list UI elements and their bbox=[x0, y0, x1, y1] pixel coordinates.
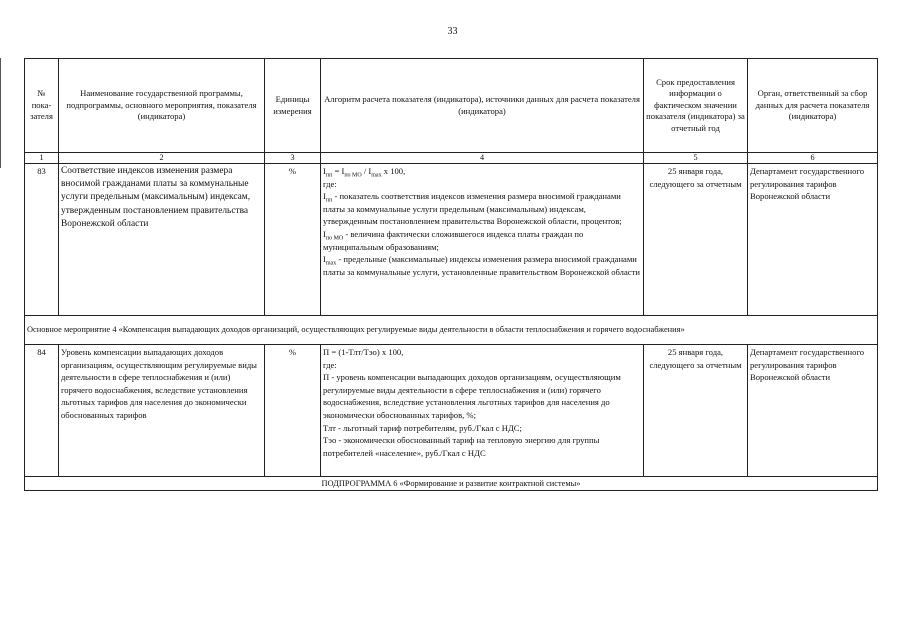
definition-line: $I_{по МО}$ - величина фактически сложившегося индекса платы граждан по муниципальным образованиям; bbox=[323, 228, 584, 252]
definition-line: П - уровень компенсации выпадающих доходов организациям, осуществляющим регулируемые виды деятельности в сфере теплоснабжения и (или) горячего водоснабжения, вследствие установления льготных тарифов для населения до экономически обоснованных тарифов, %; bbox=[323, 372, 621, 420]
unit: % bbox=[265, 164, 321, 316]
column-number: 4 bbox=[321, 153, 644, 164]
row-number: 83 bbox=[25, 164, 59, 316]
header-name: Наименование государственной программы, подпрограммы, основного мероприятия, показателя (индикатора) bbox=[59, 59, 265, 153]
subprogram-title: ПОДПРОГРАММА 6 «Формирование и развитие контрактной системы» bbox=[25, 477, 878, 491]
header-unit: Единицы измерения bbox=[265, 59, 321, 153]
section-title: Основное мероприятие 4 «Компенсация выпадающих доходов организаций, осуществляющих регулируемые виды деятельности в области теплоснабжения и горячего водоснабжения» bbox=[25, 316, 878, 345]
responsible-organ: Департамент государственного регулирования тарифов Воронежской области bbox=[748, 164, 878, 316]
column-number: 1 bbox=[25, 153, 59, 164]
algorithm bbox=[321, 345, 644, 477]
definition-line: Тэо - экономически обоснованный тариф на тепловую энергию для группы потребителей «население», руб./Гкал с НДС bbox=[323, 435, 600, 458]
table-row-83 bbox=[25, 164, 878, 316]
indicator-name: Соответствие индексов изменения размера вносимой гражданами платы за коммунальные услуги предельным (максимальным) индексам, утвержденным постановлением правительства Воронежской области bbox=[59, 164, 265, 316]
page-number: 33 bbox=[447, 26, 458, 37]
section-row bbox=[25, 316, 878, 345]
indicator-name: Уровень компенсации выпадающих доходов организациям, осуществляющим регулируемые виды деятельности в сфере теплоснабжения и (или) горячего водоснабжения, вследствие установления льготных тарифов для населения до экономически обоснованных тарифов bbox=[59, 345, 265, 477]
indicators-table bbox=[24, 58, 878, 491]
column-number: 3 bbox=[265, 153, 321, 164]
header-organ: Орган, ответственный за сбор данных для расчета показателя (индикатора) bbox=[748, 59, 878, 153]
column-number: 2 bbox=[59, 153, 265, 164]
header-deadline: Срок предоставления информации о фактическом значении показателя (индикатора) за отчетный год bbox=[644, 59, 748, 153]
row-number: 84 bbox=[25, 345, 59, 477]
definition-line: $I_{max}$ - предельные (максимальные) индексы изменения размера вносимой гражданами платы за коммунальные услуги, установленные правительством Воронежской области bbox=[323, 254, 640, 277]
margin-line bbox=[0, 58, 1, 168]
deadline: 25 января года, следующего за отчетным bbox=[644, 164, 748, 316]
column-number: 6 bbox=[748, 153, 878, 164]
header-num: № пока- зателя bbox=[25, 59, 59, 153]
column-numbers-row bbox=[25, 153, 878, 164]
header-algorithm: Алгоритм расчета показателя (индикатора), источники данных для расчета показателя (индикатора) bbox=[321, 59, 644, 153]
header-row bbox=[25, 59, 878, 153]
responsible-organ: Департамент государственного регулирования тарифов Воронежской области bbox=[748, 345, 878, 477]
table-row-84 bbox=[25, 345, 878, 477]
where-line: где: bbox=[323, 359, 337, 370]
definition-line: $I_{пп}$ - показатель соответствия индексов изменения размера вносимой гражданами платы за коммунальные услуги предельным (максимальным) индексам, утвержденным постановлением правительства Воронежской области, процентов; bbox=[323, 191, 622, 227]
formula-line: $I_{пп} = I_{по МО} / I_{max}$ х 100, bbox=[323, 166, 406, 179]
subprogram-row bbox=[25, 477, 878, 491]
formula-line: П = (1-Тлт/Тэо) х 100, bbox=[323, 347, 404, 357]
algorithm bbox=[321, 164, 644, 316]
column-number: 5 bbox=[644, 153, 748, 164]
definition-line: Тлт - льготный тариф потребителям, руб./Гкал с НДС; bbox=[323, 422, 522, 433]
deadline: 25 января года, следующего за отчетным bbox=[644, 345, 748, 477]
where-line: где: bbox=[323, 178, 337, 189]
unit: % bbox=[265, 345, 321, 477]
